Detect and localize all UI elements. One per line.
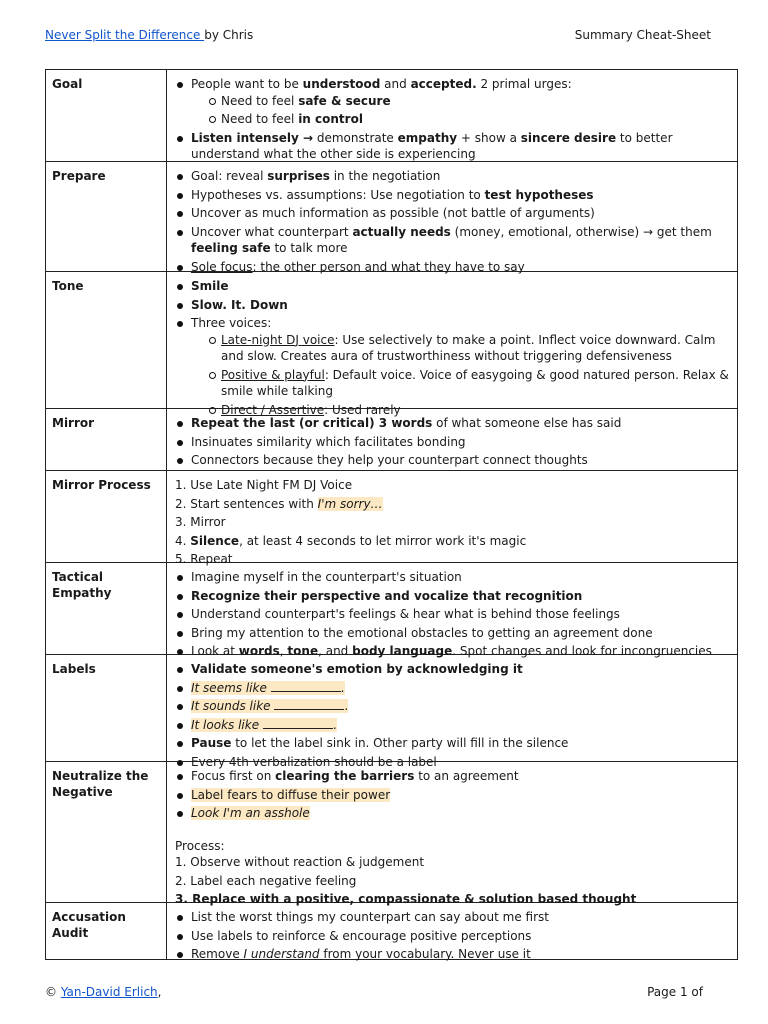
row-label-tactical-empathy: Tactical Empathy	[46, 563, 167, 655]
table-row	[46, 762, 738, 903]
list-item: Focus first on clearing the barriers to an agreement	[175, 768, 729, 785]
numbered-item: 4. Silence, at least 4 seconds to let mirror work it's magic	[175, 533, 527, 548]
numbered-item: 1. Use Late Night FM DJ Voice	[175, 478, 353, 492]
list-item: Goal: reveal surprises in the negotiation	[175, 168, 729, 185]
table-row	[46, 272, 738, 409]
table-row	[46, 409, 738, 471]
row-content-neutralize-negative	[167, 762, 737, 906]
list-item: It sounds like .	[175, 698, 729, 715]
row-content-labels	[167, 655, 737, 769]
row-label-neutralize-negative: Neutralize the Negative	[46, 762, 167, 903]
sub-list-item: Need to feel safe & secure	[207, 93, 729, 110]
list-item: Understand counterpart's feelings & hear what is behind those feelings	[175, 606, 729, 623]
list-item: Three voices: Late-night DJ voice: Use selectively to make a point. Inflect voice downward. Calm and slow. Creates aura of trustworthiness without triggering defensiveness Positive & playful: Default voice. Voice of easygoing & good natured person. Relax & smile while talking Direct / Assertive: Used rarely	[175, 315, 729, 418]
list-item: Use labels to reinforce & encourage positive perceptions	[175, 928, 729, 945]
author-link[interactable]: Yan-David Erlich	[60, 985, 158, 999]
list-item: Pause to let the label sink in. Other party will fill in the silence	[175, 735, 729, 752]
row-content-mirror	[167, 409, 737, 470]
row-content-accusation-audit	[167, 903, 737, 959]
list-item: Recognize their perspective and vocalize that recognition	[175, 588, 729, 605]
list-item: Sole focus: the other person and what they have to say	[175, 259, 729, 276]
numbered-item: 5. Repeat	[175, 552, 233, 566]
table-row	[46, 655, 738, 762]
page-number: Page 1 of	[647, 985, 703, 999]
table-row	[46, 903, 738, 960]
list-item: Imagine myself in the counterpart's situation	[175, 569, 729, 586]
row-content-goal	[167, 70, 737, 161]
list-item: Slow. It. Down	[175, 297, 729, 314]
row-content-prepare	[167, 162, 737, 274]
row-content-mirror-process	[167, 471, 737, 566]
copyright-symbol: ©	[45, 985, 61, 999]
table-row	[46, 563, 738, 655]
numbered-item: 2. Label each negative feeling	[175, 873, 357, 888]
list-item: Validate someone's emotion by acknowledging it	[175, 661, 729, 678]
header-doc-type: Summary Cheat-Sheet	[574, 28, 711, 42]
sub-list-item: Need to feel in control	[207, 111, 729, 128]
numbered-item: 2. Start sentences with I'm sorry…	[175, 496, 383, 511]
list-item: Repeat the last (or critical) 3 words of what someone else has said	[175, 415, 729, 432]
page-footer: © Yan-David Erlich, Page 1 of	[45, 985, 703, 999]
list-item: Smile	[175, 278, 729, 295]
numbered-item: 1. Observe without reaction & judgement	[175, 855, 425, 869]
cheat-sheet-table	[45, 69, 738, 960]
row-content-tactical-empathy	[167, 563, 737, 658]
process-heading: Process:	[175, 838, 225, 853]
list-item: Listen intensely → demonstrate empathy + show a sincere desire to better understand what the other side is experiencing	[175, 130, 729, 163]
list-item: It looks like .	[175, 717, 729, 734]
sub-list-item: Positive & playful: Default voice. Voice of easygoing & good natured person. Relax & smile while talking	[207, 367, 729, 400]
row-label-accusation-audit: Accusation Audit	[46, 903, 167, 960]
list-item: Connectors because they help your counterpart connect thoughts	[175, 452, 729, 469]
numbered-item: 3. Replace with a positive, compassionate & solution based thought	[175, 892, 637, 906]
row-content-tone	[167, 272, 737, 417]
list-item: Hypotheses vs. assumptions: Use negotiation to test hypotheses	[175, 187, 729, 204]
list-item: List the worst things my counterpart can say about me first	[175, 909, 729, 926]
list-item: Uncover as much information as possible (not battle of arguments)	[175, 205, 729, 222]
sub-list-item: Late-night DJ voice: Use selectively to make a point. Inflect voice downward. Calm and slow. Creates aura of trustworthiness without triggering defensiveness	[207, 332, 729, 365]
row-label-prepare: Prepare	[46, 162, 167, 272]
list-item: Look I'm an asshole	[175, 805, 729, 822]
list-item: Bring my attention to the emotional obstacles to getting an agreement done	[175, 625, 729, 642]
header-author: by Chris	[204, 28, 254, 42]
table-row	[46, 162, 738, 272]
row-label-tone: Tone	[46, 272, 167, 409]
list-item: Remove I understand from your vocabulary. Never use it	[175, 946, 729, 963]
list-item: Insinuates similarity which facilitates bonding	[175, 434, 729, 451]
row-label-mirror-process: Mirror Process	[46, 471, 167, 563]
page-header	[45, 28, 711, 46]
numbered-item: 3. Mirror	[175, 515, 226, 529]
row-label-mirror: Mirror	[46, 409, 167, 471]
list-item: People want to be understood and accepted. 2 primal urges: Need to feel safe & secure Need to feel in control	[175, 76, 729, 128]
row-label-labels: Labels	[46, 655, 167, 762]
list-item: Look at words, tone, and body language. Spot changes and look for incongruencies	[175, 643, 729, 660]
list-item: Label fears to diffuse their power	[175, 787, 729, 804]
row-label-goal: Goal	[46, 70, 167, 162]
list-item: Uncover what counterpart actually needs (money, emotional, otherwise) → get them feeling safe to talk more	[175, 224, 729, 257]
list-item: Every 4th verbalization should be a label	[175, 754, 729, 771]
table-row	[46, 70, 738, 162]
table-row	[46, 471, 738, 563]
sub-list-item: Direct / Assertive: Used rarely	[207, 402, 729, 419]
list-item: It seems like .	[175, 680, 729, 697]
book-title-link[interactable]: Never Split the Difference	[45, 28, 205, 42]
